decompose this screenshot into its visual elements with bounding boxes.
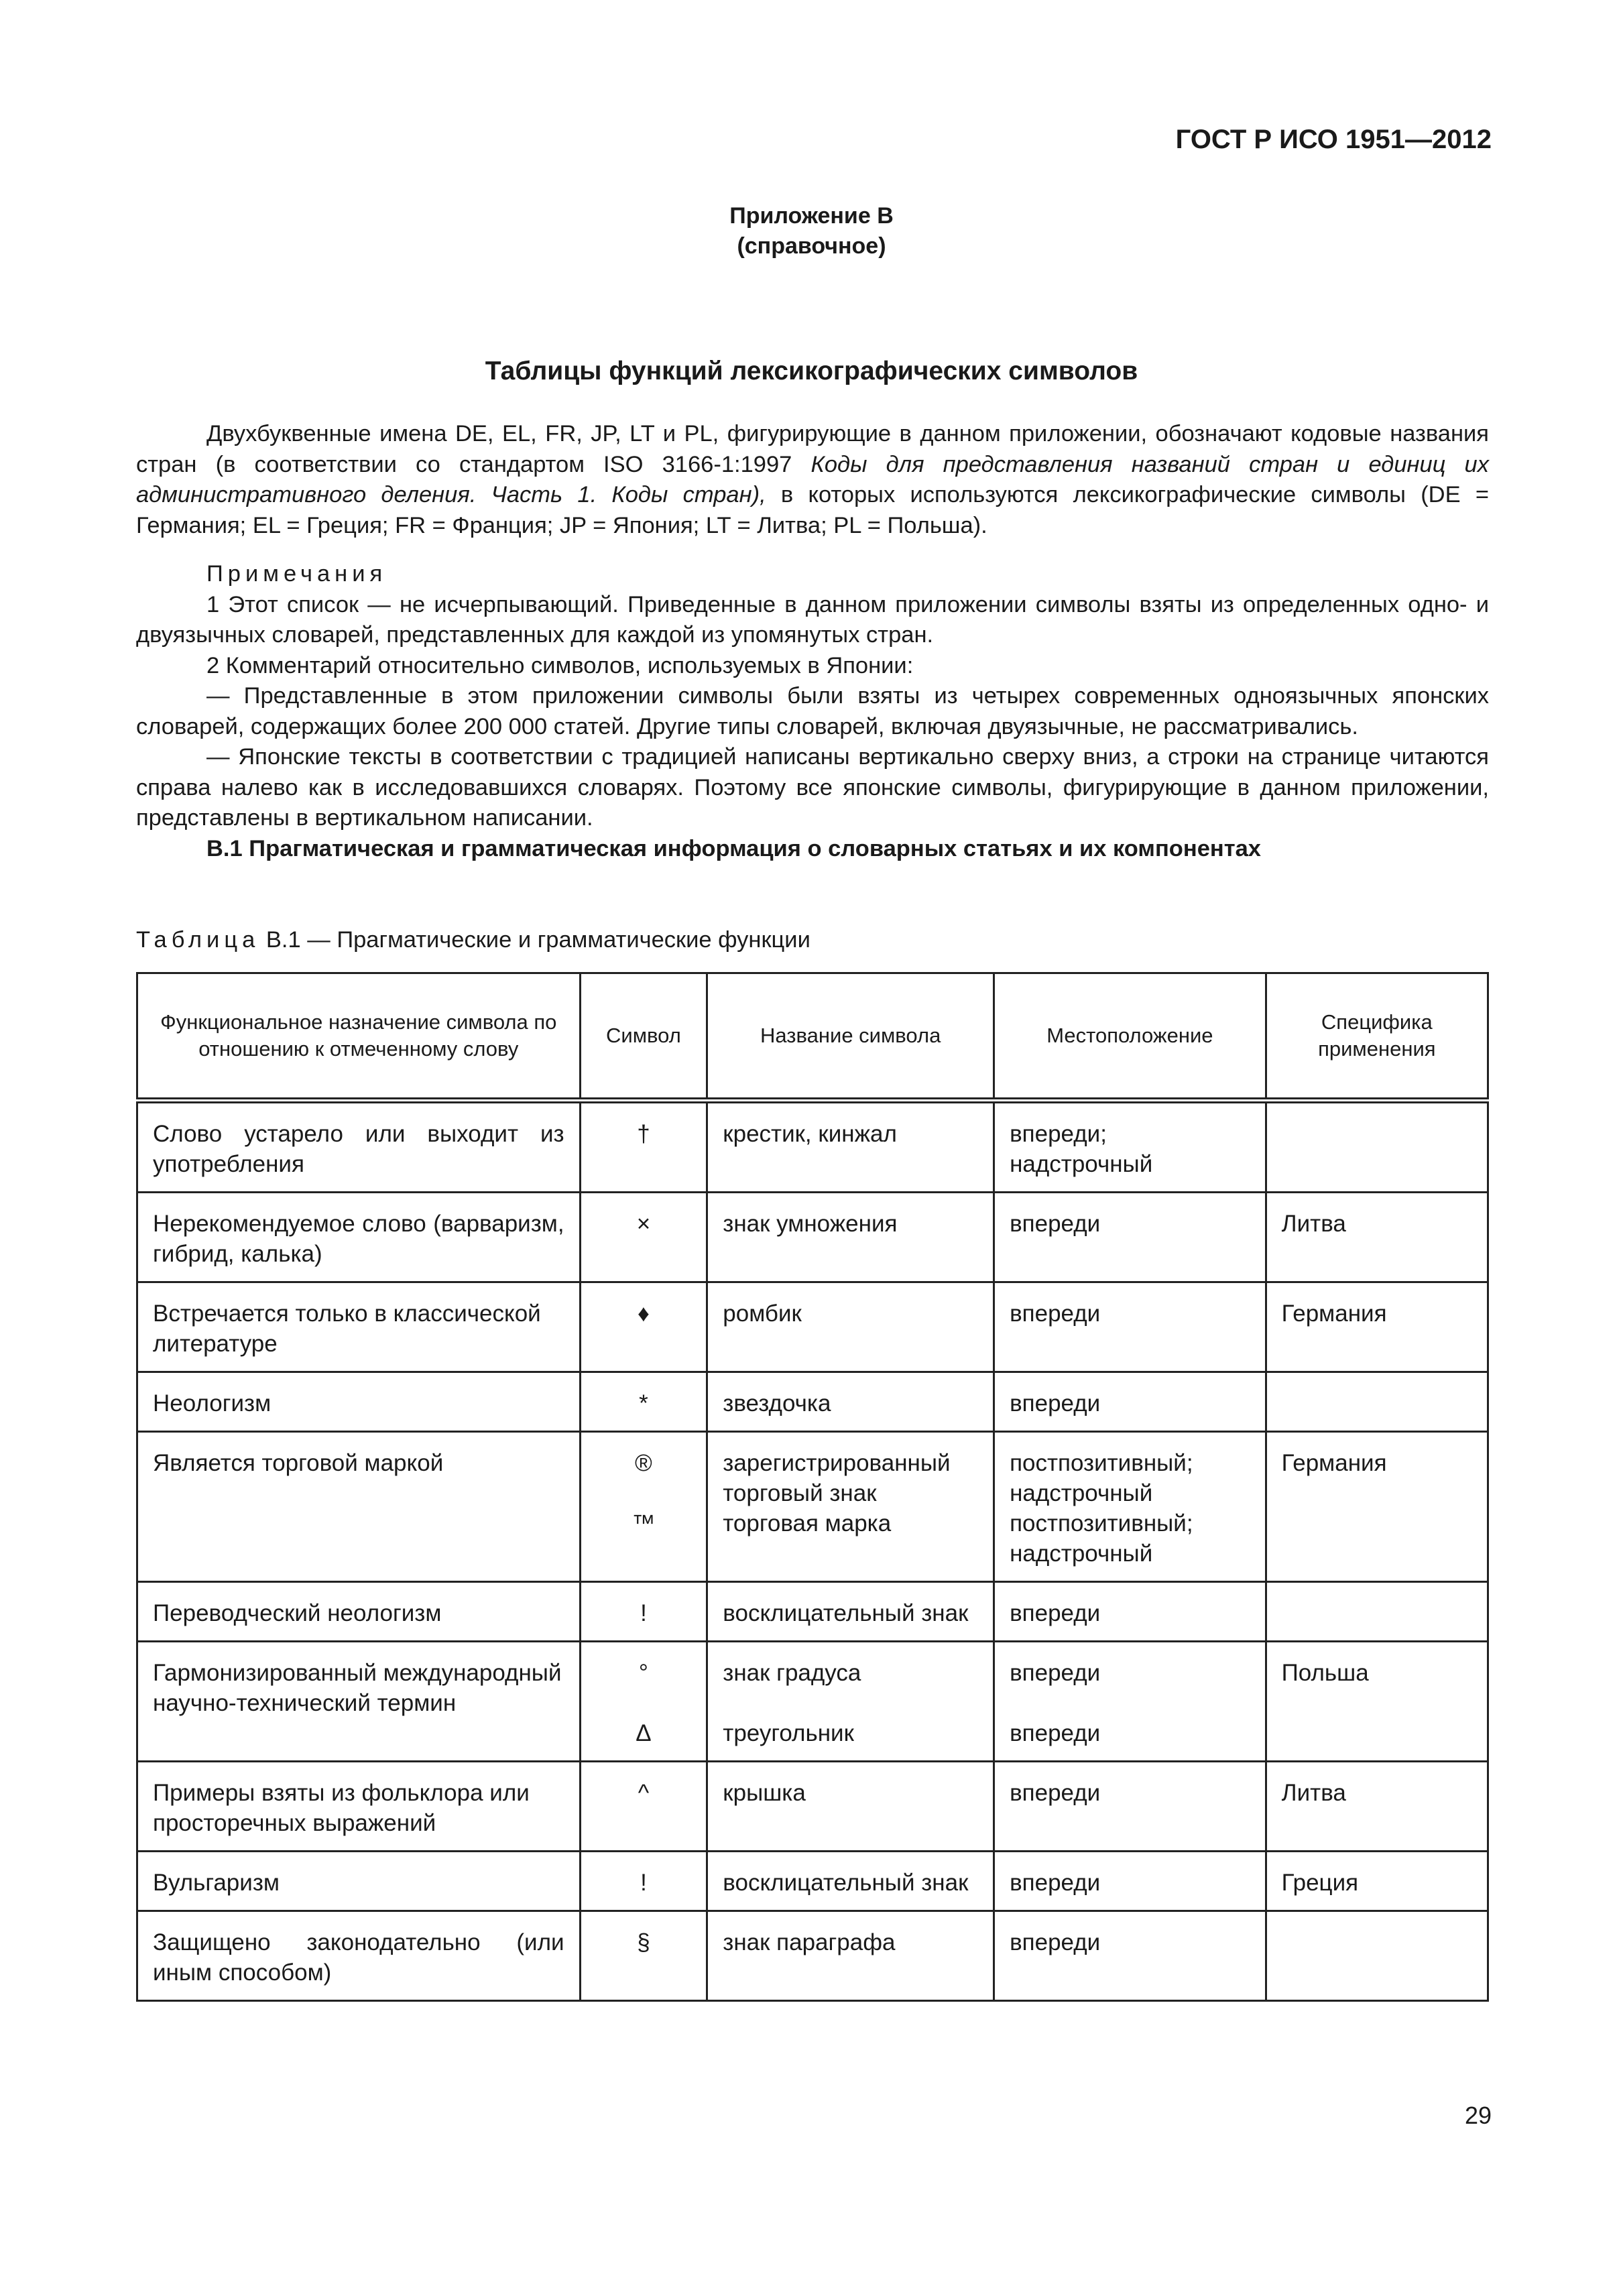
- position-secondary: впереди: [1010, 1720, 1101, 1746]
- table-row: [137, 1582, 1488, 1642]
- cell-position: впереди: [994, 1282, 1266, 1372]
- cell-symbol: †: [580, 1101, 707, 1193]
- cell-usage: [1266, 1101, 1488, 1193]
- cell-symbol: !: [580, 1582, 707, 1642]
- intro-part2: в которых используются лексикографические символы (DE = Германия; EL = Греция; FR = Франция; JP = Япония; LT = Литва; PL = Польша).: [136, 482, 1490, 538]
- cell-position: [994, 1642, 1266, 1762]
- cell-function: Встречается только в классической литературе: [137, 1282, 581, 1372]
- cell-function: Вульгаризм: [137, 1852, 581, 1911]
- cell-position: [994, 1432, 1266, 1582]
- symbol-name-secondary: торговая марка: [723, 1510, 892, 1536]
- intro-italic: Коды для представления названий стран и единиц их административного деления. Часть 1. Коды стран),: [136, 451, 1489, 507]
- cell-usage: [1266, 1911, 1488, 2001]
- cell-position: впереди; надстрочный: [994, 1101, 1266, 1193]
- table-row: [137, 1282, 1488, 1372]
- cell-symbol-name: знак параграфа: [707, 1911, 994, 2001]
- cell-symbol: ♦: [580, 1282, 707, 1372]
- cell-usage: [1266, 1372, 1488, 1432]
- intro-paragraph: [136, 419, 1489, 541]
- table-row: [137, 1911, 1488, 2001]
- symbol-name-primary: знак градуса: [723, 1660, 861, 1686]
- standard-designation: ГОСТ Р ИСО 1951—2012: [1175, 125, 1492, 154]
- symbol-name-secondary: треугольник: [723, 1720, 854, 1746]
- table-caption-text: В.1 — Прагматические и грамматические функции: [259, 927, 810, 953]
- symbol-trademark: ™: [632, 1510, 656, 1536]
- cell-position: впереди: [994, 1582, 1266, 1642]
- header-usage: Специфика применения: [1266, 973, 1488, 1101]
- annex-status: (справочное): [737, 233, 886, 259]
- table-row: [137, 1432, 1488, 1582]
- cell-function: Примеры взяты из фольклора или просторечных выражений: [137, 1762, 581, 1852]
- cell-usage: [1266, 1582, 1488, 1642]
- cell-usage: Польша: [1266, 1642, 1488, 1762]
- cell-position: впереди: [994, 1911, 1266, 2001]
- cell-symbol-name: звездочка: [707, 1372, 994, 1432]
- cell-symbol: ×: [580, 1193, 707, 1282]
- symbol-registered: ®: [635, 1450, 652, 1476]
- cell-position: впереди: [994, 1372, 1266, 1432]
- position-secondary: постпозитивный; надстрочный: [1010, 1510, 1193, 1567]
- symbol-name-primary: зарегистрированный торговый знак: [723, 1450, 951, 1506]
- cell-symbol-name: восклицательный знак: [707, 1582, 994, 1642]
- table-row: [137, 1642, 1488, 1762]
- table-row: [137, 1372, 1488, 1432]
- cell-usage: Греция: [1266, 1852, 1488, 1911]
- cell-function: Неологизм: [137, 1372, 581, 1432]
- note-item: 2 Комментарий относительно символов, используемых в Японии:: [206, 652, 914, 678]
- page-number: 29: [1464, 2102, 1492, 2129]
- cell-symbol-name: [707, 1642, 994, 1762]
- cell-symbol: *: [580, 1372, 707, 1432]
- note-item: 1 Этот список — не исчерпывающий. Приведенные в данном приложении символы взяты из определенных одно- и двуязычных словарей, представленных для каждой из упомянутых стран.: [136, 591, 1489, 648]
- cell-symbol: §: [580, 1911, 707, 2001]
- header-symbol-name: Название символа: [707, 973, 994, 1101]
- cell-symbol-name: [707, 1432, 994, 1582]
- position-primary: впереди: [1010, 1660, 1101, 1686]
- symbol-triangle: Δ: [636, 1720, 652, 1746]
- functions-table: [136, 972, 1489, 2002]
- cell-function: Защищено законодательно (или иным способом): [137, 1911, 581, 2001]
- cell-symbol: [580, 1642, 707, 1762]
- note-item: — Японские тексты в соответствии с традицией написаны вертикально сверху вниз, а строки на странице читаются справа налево как в исследовавшихся словарях. Поэтому все японские символы, фигурирующие в данном приложении, представлены в вертикальном написании.: [136, 744, 1489, 831]
- cell-symbol-name: крышка: [707, 1762, 994, 1852]
- position-primary: постпозитивный; надстрочный: [1010, 1450, 1193, 1506]
- cell-symbol: !: [580, 1852, 707, 1911]
- section-heading: В.1 Прагматическая и грамматическая информация о словарных статьях и их компонентах: [206, 835, 1261, 861]
- note-item: — Представленные в этом приложении символы были взяты из четырех современных одноязычных японских словарей, содержащих более 200 000 статей. Другие типы словарей, включая двуязычные, не рассматривались.: [136, 683, 1489, 739]
- cell-symbol: ^: [580, 1762, 707, 1852]
- intro-part1: Двухбуквенные имена DE, EL, FR, JP, LT и PL, фигурирующие в данном приложении, обозначают кодовые названия стран (в соответствии со стандартом ISO 3166-1:1997: [136, 421, 1489, 477]
- cell-symbol-name: крестик, кинжал: [707, 1101, 994, 1193]
- table-row: [137, 1762, 1488, 1852]
- cell-position: впереди: [994, 1852, 1266, 1911]
- cell-position: впереди: [994, 1193, 1266, 1282]
- notes-block: [136, 559, 1489, 864]
- annex-title: Приложение В: [729, 203, 894, 229]
- cell-usage: Германия: [1266, 1282, 1488, 1372]
- cell-symbol: [580, 1432, 707, 1582]
- header-function: Функциональное назначение символа по отношению к отмеченному слову: [137, 973, 581, 1101]
- table-caption: [136, 927, 810, 953]
- cell-usage: Литва: [1266, 1193, 1488, 1282]
- table-row: [137, 1101, 1488, 1193]
- cell-function: Нерекомендуемое слово (варваризм, гибрид, калька): [137, 1193, 581, 1282]
- cell-usage: Литва: [1266, 1762, 1488, 1852]
- cell-symbol-name: знак умножения: [707, 1193, 994, 1282]
- cell-usage: Германия: [1266, 1432, 1488, 1582]
- cell-function: Является торговой маркой: [137, 1432, 581, 1582]
- table-caption-label: Таблица: [136, 927, 260, 953]
- table-header-row: [137, 973, 1488, 1101]
- page-title: Таблицы функций лексикографических символов: [485, 357, 1138, 385]
- table-row: [137, 1193, 1488, 1282]
- notes-heading: Примечания: [206, 561, 387, 587]
- table-row: [137, 1852, 1488, 1911]
- cell-position: впереди: [994, 1762, 1266, 1852]
- header-position: Местоположение: [994, 973, 1266, 1101]
- symbol-degree: °: [638, 1660, 648, 1686]
- cell-symbol-name: восклицательный знак: [707, 1852, 994, 1911]
- cell-function: Гармонизированный международный научно-технический термин: [137, 1642, 581, 1762]
- cell-function: Слово устарело или выходит из употребления: [137, 1101, 581, 1193]
- cell-symbol-name: ромбик: [707, 1282, 994, 1372]
- header-symbol: Символ: [580, 973, 707, 1101]
- cell-function: Переводческий неологизм: [137, 1582, 581, 1642]
